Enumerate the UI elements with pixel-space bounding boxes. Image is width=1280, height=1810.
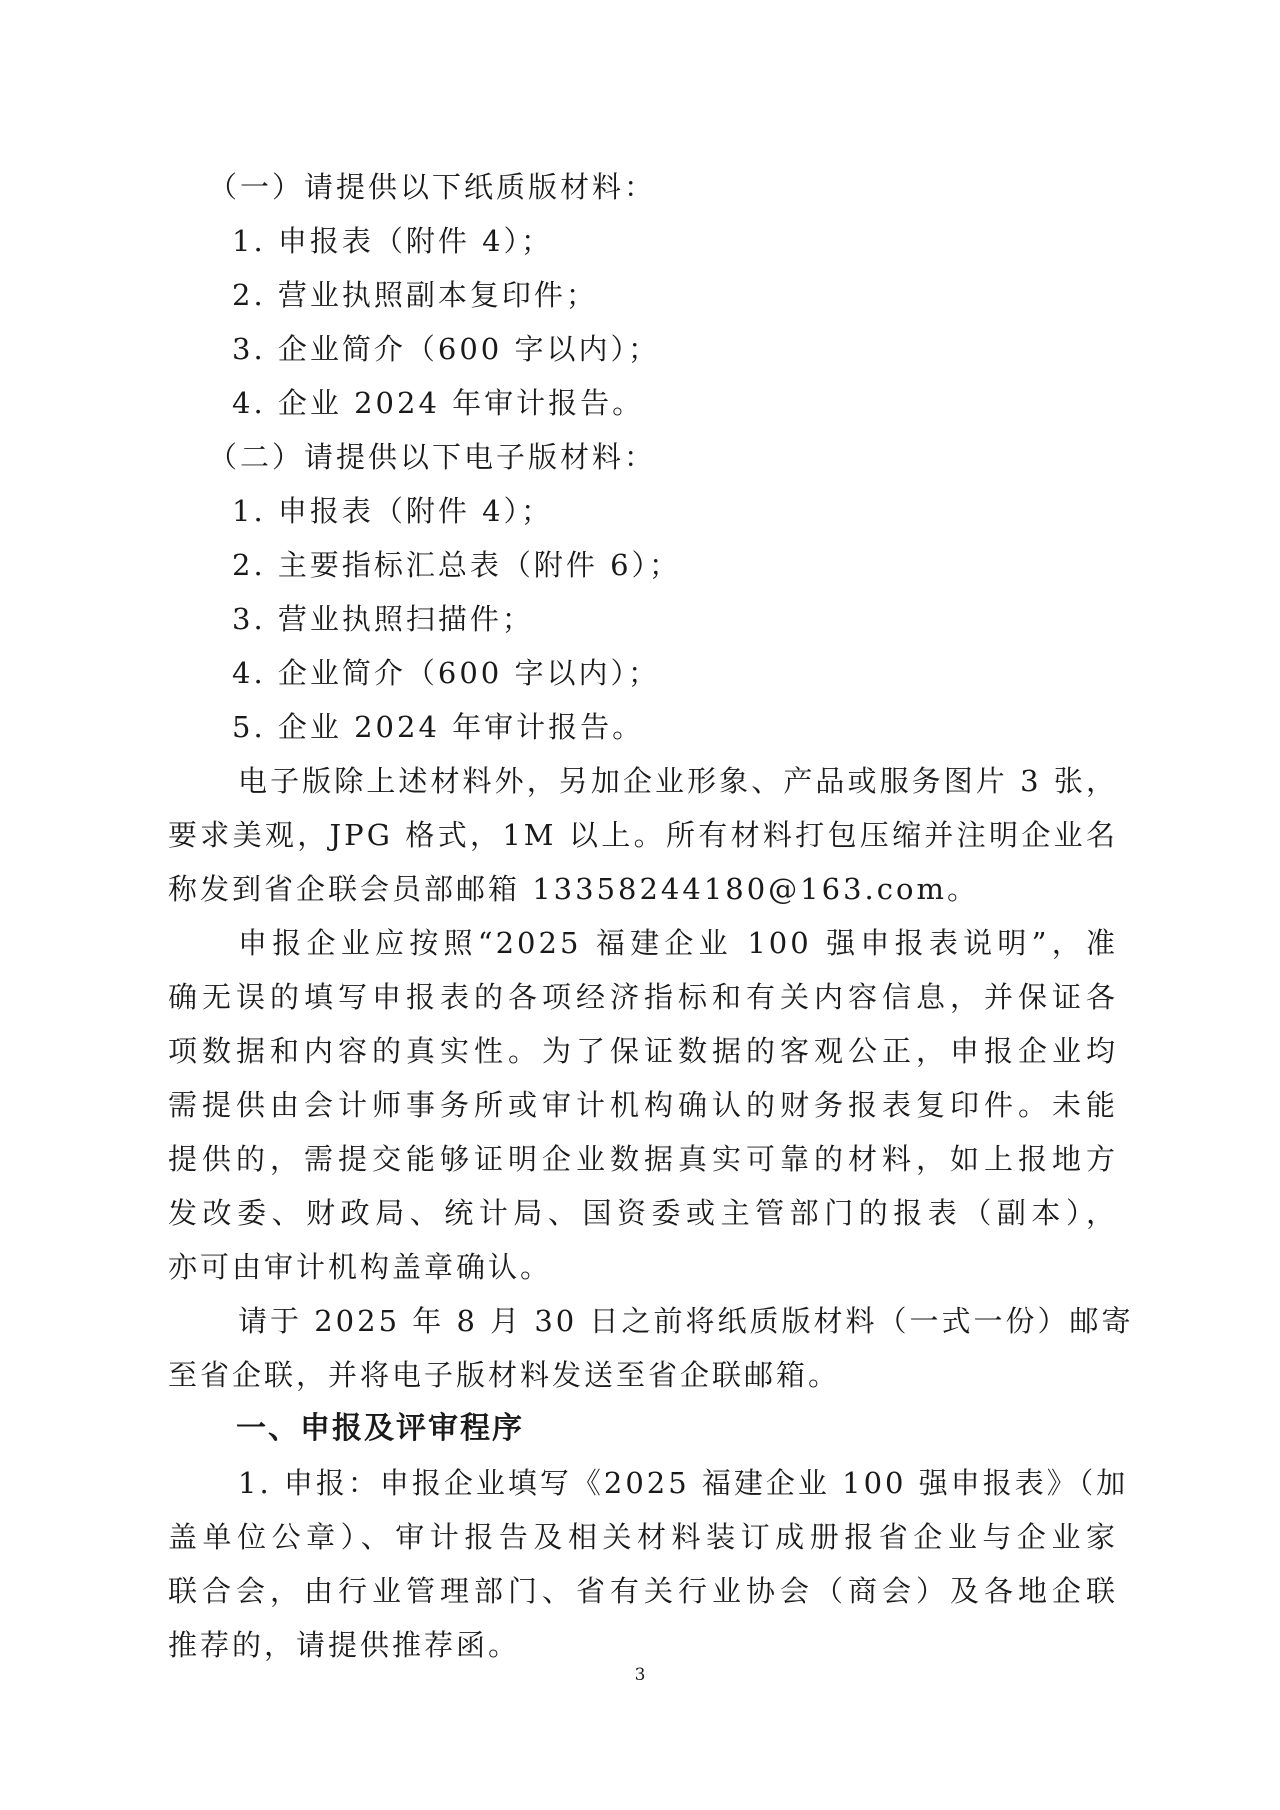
section-one-line-2: 盖单位公章）、审计报告及相关材料装订成册报省企业与企业家 bbox=[168, 1520, 1118, 1554]
page-number: 3 bbox=[634, 1665, 646, 1685]
page-content bbox=[168, 160, 1134, 1672]
electronic-para-line-2: 要求美观，JPG 格式，1M 以上。所有材料打包压缩并注明企业名 bbox=[168, 818, 1118, 852]
section-one-line-4: 推荐的，请提供推荐函。 bbox=[168, 1628, 521, 1662]
electronic-para-line-3: 称发到省企联会员部邮箱 13358244180@163.com。 bbox=[168, 872, 979, 906]
section-one-line-3: 联合会，由行业管理部门、省有关行业协会（商会）及各地企联 bbox=[168, 1574, 1118, 1608]
electronic-para-line-1: 电子版除上述材料外，另加企业形象、产品或服务图片 3 张， bbox=[238, 764, 1118, 798]
paper-materials-heading: （一）请提供以下纸质版材料： bbox=[208, 170, 657, 204]
section-one-title: 一、申报及评审程序 bbox=[236, 1411, 524, 1446]
electronic-materials-heading: （二）请提供以下电子版材料： bbox=[208, 440, 657, 474]
paper-item-4: 4. 企业 2024 年审计报告。 bbox=[232, 386, 645, 420]
electronic-item-2: 2. 主要指标汇总表（附件 6）； bbox=[232, 548, 682, 582]
section-one-line-1: 1. 申报：申报企业填写《2025 福建企业 100 强申报表》（加 bbox=[238, 1466, 1129, 1500]
requirements-para-line-5: 提供的，需提交能够证明企业数据真实可靠的材料，如上报地方 bbox=[168, 1142, 1118, 1176]
requirements-para-line-7: 亦可由审计机构盖章确认。 bbox=[168, 1250, 553, 1284]
requirements-para-line-2: 确无误的填写申报表的各项经济指标和有关内容信息，并保证各 bbox=[168, 980, 1118, 1014]
requirements-para-line-1: 申报企业应按照“2025 福建企业 100 强申报表说明”，准 bbox=[238, 926, 1118, 960]
requirements-para-line-6: 发改委、财政局、统计局、国资委或主管部门的报表（副本）， bbox=[168, 1196, 1118, 1230]
deadline-para-line-2: 至省企联，并将电子版材料发送至省企联邮箱。 bbox=[168, 1358, 841, 1392]
electronic-item-3: 3. 营业执照扫描件； bbox=[232, 602, 534, 636]
paper-item-1: 1. 申报表（附件 4）； bbox=[232, 224, 554, 258]
electronic-item-5: 5. 企业 2024 年审计报告。 bbox=[232, 710, 645, 744]
deadline-para-line-1: 请于 2025 年 8 月 30 日之前将纸质版材料（一式一份）邮寄 bbox=[238, 1304, 1134, 1338]
electronic-item-1: 1. 申报表（附件 4）； bbox=[232, 494, 554, 528]
requirements-para-line-4: 需提供由会计师事务所或审计机构确认的财务报表复印件。未能 bbox=[168, 1088, 1118, 1122]
paper-item-2: 2. 营业执照副本复印件； bbox=[232, 278, 598, 312]
requirements-para-line-3: 项数据和内容的真实性。为了保证数据的客观公正，申报企业均 bbox=[168, 1034, 1118, 1068]
electronic-item-4: 4. 企业简介（600 字以内）； bbox=[232, 656, 660, 690]
paper-item-3: 3. 企业简介（600 字以内）； bbox=[232, 332, 660, 366]
